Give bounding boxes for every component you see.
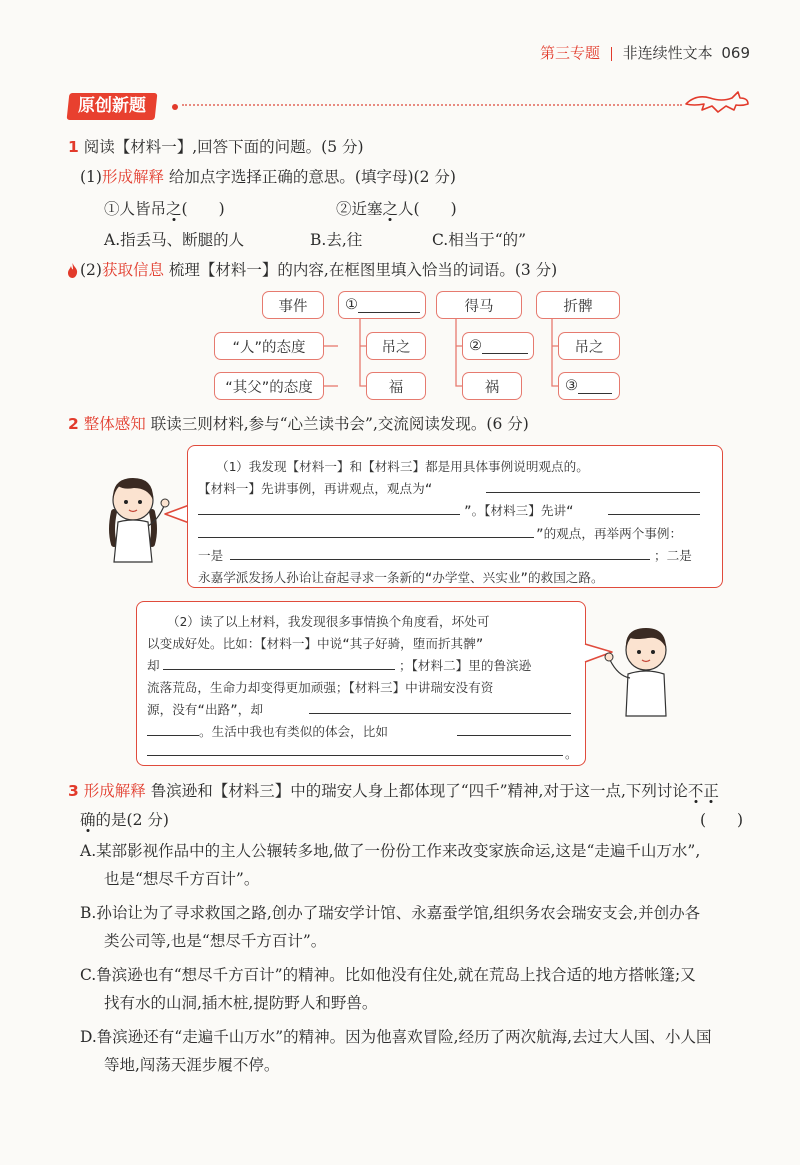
- diagram-blank-3[interactable]: ③: [558, 372, 620, 400]
- diagram-dema: 得马: [436, 291, 522, 319]
- bubble1-line4: ”的观点，再举两个事例：: [536, 526, 683, 541]
- q3-option-c-line1: C.鲁滨逊也有“想尽千方百计”的精神。比如他没有住处,就在荒岛上找合适的地方搭帐篷;又: [80, 966, 696, 984]
- q1-stem: 1 阅读【材料一】,回答下面的问题。(5 分): [68, 138, 364, 156]
- answer-blank-viewpoint-3a[interactable]: [608, 514, 700, 515]
- q3-option-a-line2: 也是“想尽千方百计”。: [104, 870, 260, 888]
- diagram-father-attitude: “其父”的态度: [214, 372, 324, 400]
- diagram-diao1: 吊之: [366, 332, 426, 360]
- bubble2-line2: 以变成好处。比如：【材料一】中说“其子好骑，堕而折其髀”: [147, 636, 484, 651]
- q1-option-c: C.相当于“的”: [432, 231, 527, 249]
- answer-blank-viewpoint-1b[interactable]: [198, 514, 460, 515]
- bubble2-line3b: ；【材料二】里的鲁滨逊: [399, 658, 532, 673]
- bubble1-line2: 【材料一】先讲事例，再讲观点，观点为“: [198, 481, 433, 496]
- diagram-zhebi: 折髀: [536, 291, 620, 319]
- diagram-event: 事件: [262, 291, 324, 319]
- answer-blank-material1[interactable]: [163, 669, 395, 670]
- header-title: 非连续性文本: [622, 44, 713, 62]
- diagram-people-attitude: “人”的态度: [214, 332, 324, 360]
- bubble2-line5: 源，没有“出路”，却: [147, 702, 263, 717]
- answer-blank-material3a[interactable]: [309, 713, 571, 714]
- q1-part1: (1)形成解释 给加点字选择正确的意思。(填字母)(2 分): [80, 168, 456, 186]
- q2-stem: 2 整体感知 联读三则材料,参与“心兰读书会”,交流阅读发现。(6 分): [68, 415, 529, 433]
- q1-item1[interactable]: ①人皆吊之( ): [104, 200, 225, 218]
- bubble2-line6: 。生活中我也有类似的体会，比如: [199, 724, 388, 739]
- q1-part2: (2)获取信息 梳理【材料一】的内容,在框图里填入恰当的词语。(3 分): [80, 261, 558, 279]
- q1-option-b: B.去,往: [310, 231, 363, 249]
- bubble2-line4: 流落荒岛，生命力却变得更加顽强；【材料三】中讲瑞安没有资: [147, 680, 494, 695]
- q3-option-d-line2: 等地,闯荡天涯步履不停。: [104, 1056, 280, 1074]
- answer-blank-viewpoint-3b[interactable]: [198, 537, 534, 538]
- q3-option-b-line2: 类公司等,也是“想尽千方百计”。: [104, 932, 327, 950]
- diagram-blank-1[interactable]: ①: [338, 291, 426, 319]
- bubble1-line5b: ；二是: [654, 548, 692, 563]
- banner-label: 原创新题: [78, 96, 146, 116]
- q3-stem-line2: 确的是(2 分): [80, 811, 169, 829]
- q1-item2[interactable]: ②近塞之人( ): [336, 200, 457, 218]
- answer-blank-viewpoint-1a[interactable]: [486, 492, 700, 493]
- bubble1-line3: ”。【材料三】先讲“: [464, 503, 574, 518]
- answer-blank-material3b[interactable]: [147, 735, 199, 736]
- diagram-huo: 祸: [462, 372, 522, 400]
- q3-option-a-line1: A.某部影视作品中的主人公辗转多地,做了一份份工作来改变家族命运,这是“走遍千山万水”,: [80, 842, 701, 860]
- q3-answer-paren[interactable]: ( ): [700, 811, 744, 829]
- answer-blank-example-1[interactable]: [230, 559, 650, 560]
- q1-option-a: A.指丢马、断腿的人: [104, 231, 245, 249]
- bubble1-line1: （1）我发现【材料一】和【材料三】都是用具体事例说明观点的。: [216, 459, 589, 474]
- answer-blank-experience-a[interactable]: [457, 735, 571, 736]
- diagram-fu: 福: [366, 372, 426, 400]
- bubble1-line5: 一是: [198, 548, 224, 563]
- q3-option-d-line1: D.鲁滨逊还有“走遍千山万水”的精神。因为他喜欢冒险,经历了两次航海,去过大人国、小人国: [80, 1028, 712, 1046]
- boy-illustration: [604, 620, 680, 720]
- q3-stem-line1: 3 形成解释 鲁滨逊和【材料三】中的瑞安人身上都体现了“四千”精神,对于这一点,下列讨论不正: [68, 782, 719, 800]
- q3-option-c-line2: 找有水的山洞,插木桩,提防野人和野兽。: [104, 994, 378, 1012]
- bubble2-line1: （2）读了以上材料，我发现很多事情换个角度看，坏处可: [167, 614, 490, 629]
- diagram-blank-2[interactable]: ②: [462, 332, 534, 360]
- page-number: 069: [721, 44, 751, 62]
- speech-bubble-1: [187, 445, 723, 588]
- bubble1-line6: 永嘉学派发扬人孙诒让奋起寻求一条新的“办学堂、兴实业”的救国之路。: [198, 570, 604, 585]
- diagram-diao2: 吊之: [558, 332, 620, 360]
- header-section: 第三专题: [540, 44, 601, 62]
- q3-option-b-line1: B.孙诒让为了寻求救国之路,创办了瑞安学计馆、永嘉蚕学馆,组织务农会瑞安支会,并创办各: [80, 904, 701, 922]
- speech-bubble-2: [136, 601, 586, 766]
- bubble2-line3: 却: [147, 658, 160, 673]
- bubble2-line7: 。: [565, 746, 578, 761]
- answer-blank-experience-b[interactable]: [147, 755, 563, 756]
